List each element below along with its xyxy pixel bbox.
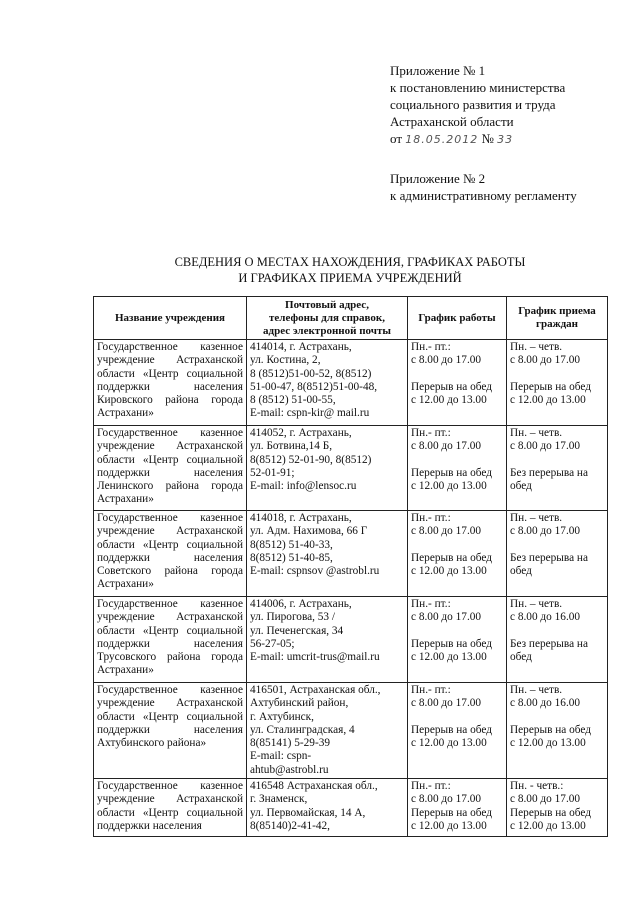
address-cell-line: 8(8512) 51-40-33, xyxy=(250,538,333,551)
address-cell-line: 51-00-47, 8(8512)51-00-48, xyxy=(250,380,378,393)
reception-schedule-cell-line: с 12.00 до 13.00 xyxy=(510,393,586,406)
work-schedule-cell-line: Пн.- пт.: xyxy=(411,598,451,610)
work-schedule-cell-line xyxy=(411,625,503,638)
reception-schedule-cell-line: обед xyxy=(510,650,532,663)
address-cell-line: г. Ахтубинск, xyxy=(250,710,314,723)
document-title xyxy=(90,254,610,286)
work-schedule-cell-line: Перерыв на обед xyxy=(411,380,492,393)
work-schedule-cell-line: Перерыв на обед xyxy=(411,466,492,479)
address-cell-line: ул. Ботвина,14 Б, xyxy=(250,440,333,453)
address-cell-line: 414052, г. Астрахань, xyxy=(250,427,352,439)
address-cell-line: ahtub@astrobl.ru xyxy=(250,763,329,776)
work-schedule-cell xyxy=(408,511,507,597)
reception-schedule-cell-line: с 8.00 до 17.00 xyxy=(510,440,581,453)
table-row xyxy=(94,426,608,511)
reception-schedule-cell-line: обед xyxy=(510,564,532,577)
reception-schedule-cell-line xyxy=(510,454,604,467)
table-row xyxy=(94,511,608,597)
document-title-line-2: И ГРАФИКАХ ПРИЕМА УЧРЕЖДЕНИЙ xyxy=(238,271,462,285)
address-cell xyxy=(247,511,408,597)
work-schedule-cell-line: Пн.- пт.: xyxy=(411,684,451,696)
institution-name-cell: Государственное казенное учреждение Астраханской области «Центр социальной поддержки населения Советского района города Астрахани» xyxy=(94,511,247,597)
reception-schedule-cell-line: с 8.00 до 17.00 xyxy=(510,525,581,538)
reception-schedule-cell-line: Перерыв на обед xyxy=(510,723,591,736)
appendix-1-line-2: к постановлению министерства xyxy=(390,80,566,95)
reception-schedule-cell xyxy=(507,511,608,597)
address-cell-line: ул. Сталинградская, 4 xyxy=(250,723,355,736)
reception-schedule-cell xyxy=(507,340,608,426)
institution-name-cell: Государственное казенное учреждение Астраханской области «Центр социальной поддержки населения Трусовского района города Астрахани» xyxy=(94,597,247,683)
reception-schedule-cell-line xyxy=(510,711,604,724)
work-schedule-cell xyxy=(408,426,507,511)
institution-name-cell: Государственное казенное учреждение Астраханской области «Центр социальной поддержки населения Ахтубинского района» xyxy=(94,683,247,779)
work-schedule-cell-line: Перерыв на обед xyxy=(411,723,492,736)
reception-schedule-cell-line: с 12.00 до 13.00 xyxy=(510,819,586,832)
reception-schedule-cell-line: Пн. – четв. xyxy=(510,512,563,524)
appendix-2-line-2: к административному регламенту xyxy=(390,188,577,203)
work-schedule-cell-line: Пн.- пт.: xyxy=(411,427,451,439)
reception-schedule-cell-line xyxy=(510,368,604,381)
table-body xyxy=(94,340,608,837)
reception-schedule-cell xyxy=(507,597,608,683)
address-cell-line: Ахтубинский район, xyxy=(250,697,349,710)
header-address xyxy=(247,297,408,340)
from-label: от xyxy=(390,131,403,146)
address-cell-line: ул. Костина, 2, xyxy=(250,354,321,367)
appendix-1-line-3: социального развития и труда xyxy=(390,97,556,112)
appendix-1-date-line xyxy=(390,130,565,148)
appendix-2-block xyxy=(390,170,577,204)
address-cell xyxy=(247,683,408,779)
address-cell-line: 416501, Астраханская обл., xyxy=(250,684,381,696)
address-cell xyxy=(247,426,408,511)
reception-schedule-cell-line: с 8.00 до 17.00 xyxy=(510,793,581,806)
work-schedule-cell-line: с 8.00 до 17.00 xyxy=(411,354,482,367)
work-schedule-cell-line: с 12.00 до 13.00 xyxy=(411,479,487,492)
address-cell xyxy=(247,597,408,683)
work-schedule-cell-line: с 12.00 до 13.00 xyxy=(411,819,487,832)
address-cell-line: E-mail: umcrit-trus@mail.ru xyxy=(250,651,380,664)
work-schedule-cell-line: Перерыв на обед xyxy=(411,637,492,650)
reception-schedule-cell-line: обед xyxy=(510,479,532,492)
work-schedule-cell xyxy=(408,340,507,426)
work-schedule-cell-line: Перерыв на обед xyxy=(411,551,492,564)
reception-schedule-cell-line: Пн. – четв. xyxy=(510,341,563,353)
work-schedule-cell-line: Пн.- пт.: xyxy=(411,341,451,353)
work-schedule-cell-line xyxy=(411,711,503,724)
reception-schedule-cell-line: Без перерыва на xyxy=(510,551,588,564)
reception-schedule-cell-line xyxy=(510,625,604,638)
header-work-schedule: График работы xyxy=(408,297,507,340)
header-reception-schedule xyxy=(507,297,608,340)
reception-schedule-cell-line: с 8.00 до 17.00 xyxy=(510,354,581,367)
address-cell-line: 414006, г. Астрахань, xyxy=(250,598,352,610)
reception-schedule-cell-line: Без перерыва на xyxy=(510,637,588,650)
header-address-line: телефоны для справок, xyxy=(269,311,385,324)
reception-schedule-cell-line: с 12.00 до 13.00 xyxy=(510,736,586,749)
reception-schedule-cell-line: Пн. – четв. xyxy=(510,427,563,439)
work-schedule-cell-line xyxy=(411,539,503,552)
reception-schedule-cell-line: с 8.00 до 16.00 xyxy=(510,697,581,710)
reception-schedule-cell-line: Перерыв на обед xyxy=(510,380,591,393)
address-cell-line: 56-27-05; xyxy=(250,637,295,650)
table-row xyxy=(94,340,608,426)
header-reception-line: граждан xyxy=(536,318,578,330)
work-schedule-cell-line: с 12.00 до 13.00 xyxy=(411,564,487,577)
work-schedule-cell-line: с 12.00 до 13.00 xyxy=(411,736,487,749)
handwritten-date: 18.05.2012 xyxy=(405,133,479,146)
work-schedule-cell xyxy=(408,779,507,837)
work-schedule-cell xyxy=(408,597,507,683)
address-cell-line: 8(8512) 51-40-85, xyxy=(250,551,333,564)
reception-schedule-cell-line: Без перерыва на xyxy=(510,466,588,479)
work-schedule-cell-line: с 8.00 до 17.00 xyxy=(411,440,482,453)
address-cell-line: ул. Первомайская, 14 А, xyxy=(250,806,366,819)
reception-schedule-cell-line: с 8.00 до 16.00 xyxy=(510,611,581,624)
work-schedule-cell-line: с 8.00 до 17.00 xyxy=(411,525,482,538)
address-cell-line: ул. Адм. Нахимова, 66 Г xyxy=(250,525,368,538)
work-schedule-cell-line: с 12.00 до 13.00 xyxy=(411,650,487,663)
work-schedule-cell-line: Пн.- пт.: xyxy=(411,512,451,524)
address-cell-line: 8 (8512)51-00-52, 8(8512) xyxy=(250,367,372,380)
address-cell-line: E-mail: info@lensoc.ru xyxy=(250,480,357,493)
reception-schedule-cell-line xyxy=(510,539,604,552)
table-row xyxy=(94,597,608,683)
reception-schedule-cell xyxy=(507,779,608,837)
address-cell-line: 414014, г. Астрахань, xyxy=(250,341,352,353)
reception-schedule-cell xyxy=(507,426,608,511)
work-schedule-cell-line: Перерыв на обед xyxy=(411,806,492,819)
reception-schedule-cell-line: Пн. – четв. xyxy=(510,598,563,610)
appendix-1-block xyxy=(390,62,565,148)
appendix-1-line-4: Астраханской области xyxy=(390,114,514,129)
header-address-line: адрес электронной почты xyxy=(263,324,391,337)
address-cell-line: 414018, г. Астрахань, xyxy=(250,512,352,524)
appendix-2-title: Приложение № 2 xyxy=(390,171,486,186)
header-address-line: Почтовый адрес, xyxy=(285,298,369,311)
address-cell-line: E-mail: cspnsov @astrobl.ru xyxy=(250,565,380,578)
table-row xyxy=(94,779,608,837)
address-cell-line: 8(85140)2-41-42, xyxy=(250,819,331,832)
address-cell-line: ул. Пирогова, 53 / xyxy=(250,611,336,624)
institutions-table xyxy=(93,296,608,837)
address-cell-line: E-mail: cspn- xyxy=(250,750,312,763)
address-cell-line: E-mail: cspn-kir@ mail.ru xyxy=(250,407,370,420)
document-title-line-1: СВЕДЕНИЯ О МЕСТАХ НАХОЖДЕНИЯ, ГРАФИКАХ РАБОТЫ xyxy=(174,255,526,269)
header-institution-name: Название учреждения xyxy=(94,297,247,340)
address-cell-line: ул. Печенегская, 34 xyxy=(250,624,344,637)
work-schedule-cell-line: с 8.00 до 17.00 xyxy=(411,697,482,710)
table-header-row xyxy=(94,297,608,340)
work-schedule-cell-line xyxy=(411,454,503,467)
reception-schedule-cell-line: Пн. – четв. xyxy=(510,684,563,696)
work-schedule-cell xyxy=(408,683,507,779)
address-cell-line: 8 (8512) 51-00-55, xyxy=(250,394,336,407)
work-schedule-cell-line: с 8.00 до 17.00 xyxy=(411,611,482,624)
reception-schedule-cell-line: Пн. - четв.: xyxy=(510,780,564,793)
address-cell-line: г. Знаменск, xyxy=(250,793,308,806)
address-cell-line: 8(8512) 52-01-90, 8(8512) xyxy=(250,453,372,466)
number-label: № xyxy=(481,131,494,146)
institution-name-cell: Государственное казенное учреждение Астраханской области «Центр социальной поддержки населения Кировского района города Астрахани» xyxy=(94,340,247,426)
address-cell-line: 416548 Астраханская обл., xyxy=(250,780,378,793)
work-schedule-cell-line: Пн.- пт.: xyxy=(411,780,451,793)
address-cell xyxy=(247,340,408,426)
work-schedule-cell-line xyxy=(411,368,503,381)
address-cell-line: 52-01-91; xyxy=(250,466,295,479)
address-cell xyxy=(247,779,408,837)
work-schedule-cell-line: с 8.00 до 17.00 xyxy=(411,793,482,806)
address-cell-line: 8(85141) 5-29-39 xyxy=(250,737,331,750)
appendix-1-title: Приложение № 1 xyxy=(390,63,486,78)
handwritten-number: 33 xyxy=(497,133,514,146)
institution-name-cell: Государственное казенное учреждение Астраханской области «Центр социальной поддержки населения xyxy=(94,779,247,837)
table-row xyxy=(94,683,608,779)
reception-schedule-cell-line: Перерыв на обед xyxy=(510,806,591,819)
work-schedule-cell-line: с 12.00 до 13.00 xyxy=(411,393,487,406)
reception-schedule-cell xyxy=(507,683,608,779)
header-reception-line: График приема xyxy=(518,305,596,317)
institution-name-cell: Государственное казенное учреждение Астраханской области «Центр социальной поддержки населения Ленинского района города Астрахани» xyxy=(94,426,247,511)
